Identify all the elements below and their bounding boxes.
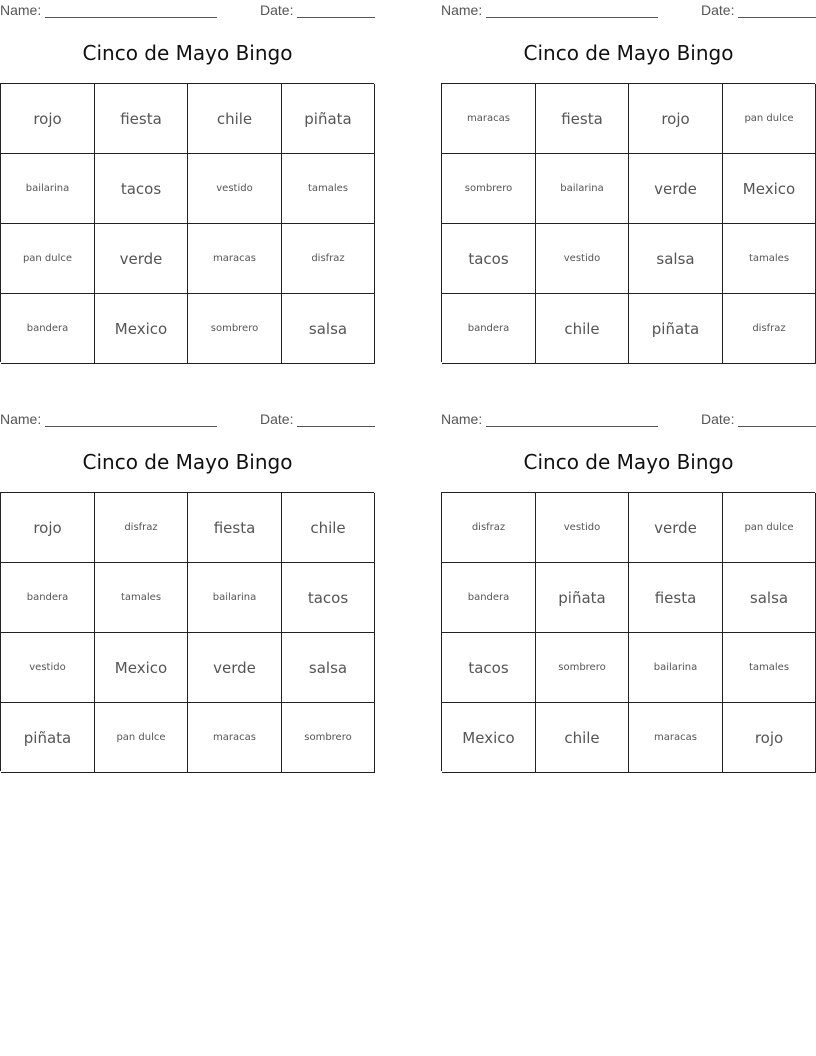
name-label: Name: — [441, 411, 483, 427]
bingo-cell: Mexico — [95, 633, 188, 703]
bingo-cell: fiesta — [629, 563, 723, 633]
card-title: Cinco de Mayo Bingo — [82, 450, 293, 474]
bingo-cell: rojo — [629, 84, 723, 154]
bingo-cell: bailarina — [1, 154, 95, 224]
bingo-cell: maracas — [188, 224, 282, 294]
bingo-cell: Mexico — [95, 294, 188, 364]
bingo-cell: rojo — [1, 84, 95, 154]
bingo-card — [0, 0, 375, 360]
bingo-cell: vestido — [536, 224, 629, 294]
name-label: Name: — [441, 2, 483, 18]
bingo-cell: tamales — [95, 563, 188, 633]
name-blank-line — [45, 17, 217, 18]
bingo-card — [441, 409, 816, 769]
bingo-card — [0, 409, 375, 769]
bingo-cell: salsa — [723, 563, 816, 633]
bingo-cell: tamales — [723, 633, 816, 703]
bingo-cell: pan dulce — [1, 224, 95, 294]
date-label: Date: — [260, 2, 294, 18]
bingo-cell: vestido — [188, 154, 282, 224]
bingo-cell: disfraz — [282, 224, 375, 294]
name-blank-line — [45, 426, 217, 427]
bingo-cell: fiesta — [188, 493, 282, 563]
bingo-cell: piñata — [282, 84, 375, 154]
card-header — [441, 409, 816, 431]
bingo-cell: piñata — [1, 703, 95, 773]
bingo-cell: sombrero — [442, 154, 536, 224]
bingo-cell: sombrero — [188, 294, 282, 364]
card-title: Cinco de Mayo Bingo — [82, 41, 293, 65]
bingo-cell: maracas — [629, 703, 723, 773]
bingo-cell: chile — [188, 84, 282, 154]
bingo-cell: pan dulce — [95, 703, 188, 773]
bingo-grid — [441, 492, 815, 771]
bingo-grid — [0, 83, 374, 362]
bingo-cell: fiesta — [536, 84, 629, 154]
bingo-cell: disfraz — [442, 493, 536, 563]
bingo-cell: Mexico — [723, 154, 816, 224]
bingo-cell: vestido — [1, 633, 95, 703]
bingo-cell: disfraz — [723, 294, 816, 364]
bingo-cell: tamales — [723, 224, 816, 294]
bingo-cell: bailarina — [188, 563, 282, 633]
date-label: Date: — [260, 411, 294, 427]
name-blank-line — [486, 17, 658, 18]
bingo-cell: tacos — [282, 563, 375, 633]
bingo-cell: tacos — [95, 154, 188, 224]
bingo-cell: tamales — [282, 154, 375, 224]
bingo-cell: piñata — [536, 563, 629, 633]
date-blank-line — [297, 426, 375, 427]
bingo-cell: maracas — [188, 703, 282, 773]
bingo-cell: piñata — [629, 294, 723, 364]
date-label: Date: — [701, 2, 735, 18]
date-blank-line — [738, 426, 816, 427]
bingo-cell: salsa — [282, 633, 375, 703]
card-title: Cinco de Mayo Bingo — [523, 450, 734, 474]
bingo-cell: chile — [282, 493, 375, 563]
bingo-cell: salsa — [629, 224, 723, 294]
bingo-cell: chile — [536, 294, 629, 364]
bingo-cell: verde — [95, 224, 188, 294]
name-label: Name: — [0, 2, 42, 18]
bingo-cell: sombrero — [282, 703, 375, 773]
bingo-card — [441, 0, 816, 360]
card-header — [0, 0, 375, 22]
bingo-cell: verde — [188, 633, 282, 703]
bingo-cell: pan dulce — [723, 84, 816, 154]
bingo-cell: bailarina — [536, 154, 629, 224]
date-label: Date: — [701, 411, 735, 427]
bingo-grid — [0, 492, 374, 771]
bingo-cell: disfraz — [95, 493, 188, 563]
date-blank-line — [738, 17, 816, 18]
bingo-cell: bandera — [1, 294, 95, 364]
bingo-cell: pan dulce — [723, 493, 816, 563]
bingo-cell: bailarina — [629, 633, 723, 703]
card-header — [441, 0, 816, 22]
bingo-cell: bandera — [442, 563, 536, 633]
bingo-cell: verde — [629, 493, 723, 563]
name-label: Name: — [0, 411, 42, 427]
card-header — [0, 409, 375, 431]
bingo-cell: rojo — [1, 493, 95, 563]
bingo-cell: bandera — [1, 563, 95, 633]
bingo-cell: chile — [536, 703, 629, 773]
name-blank-line — [486, 426, 658, 427]
bingo-cell: maracas — [442, 84, 536, 154]
bingo-cell: tacos — [442, 633, 536, 703]
bingo-cell: vestido — [536, 493, 629, 563]
bingo-cell: verde — [629, 154, 723, 224]
date-blank-line — [297, 17, 375, 18]
bingo-cell: tacos — [442, 224, 536, 294]
bingo-cell: Mexico — [442, 703, 536, 773]
bingo-cell: fiesta — [95, 84, 188, 154]
bingo-cell: sombrero — [536, 633, 629, 703]
bingo-cell: salsa — [282, 294, 375, 364]
card-title: Cinco de Mayo Bingo — [523, 41, 734, 65]
bingo-cell: bandera — [442, 294, 536, 364]
bingo-cell: rojo — [723, 703, 816, 773]
bingo-grid — [441, 83, 815, 362]
